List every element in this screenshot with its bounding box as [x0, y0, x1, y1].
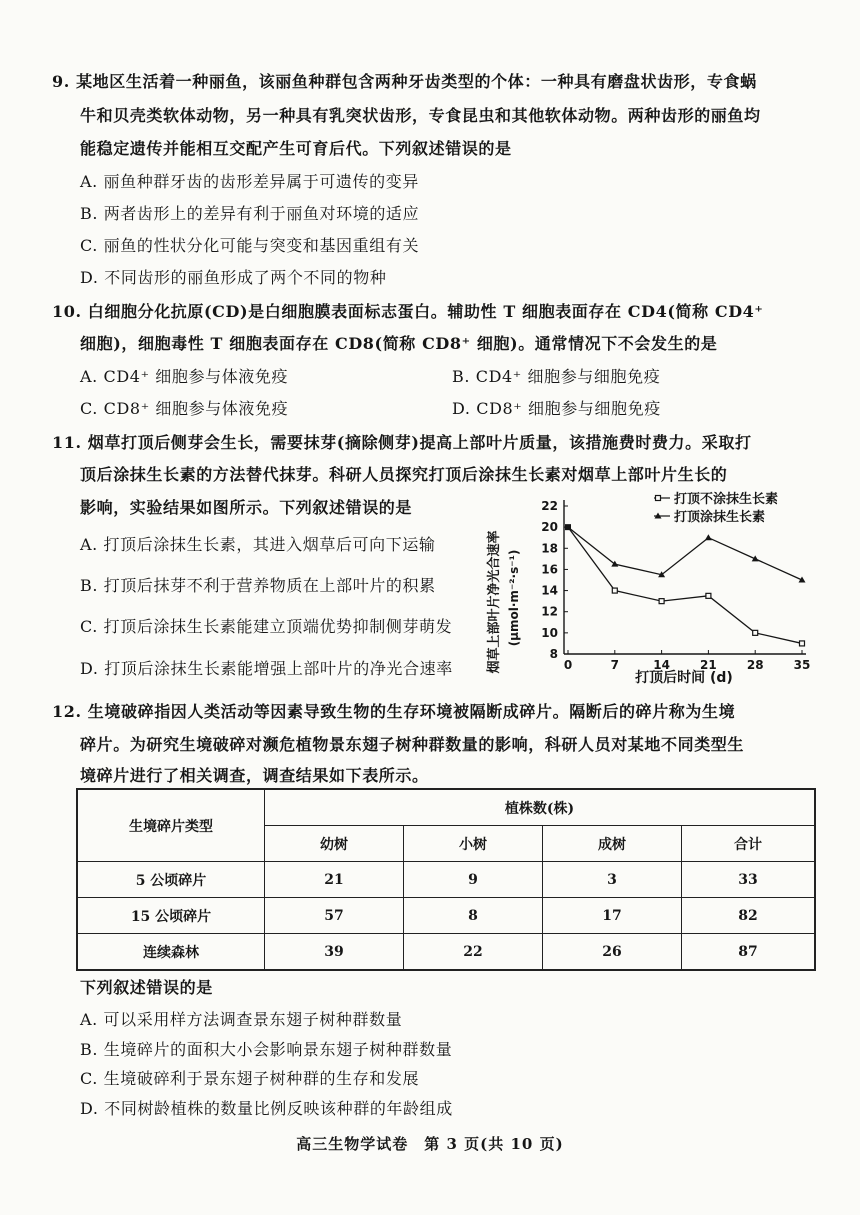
data-point-square	[612, 588, 617, 593]
table-cell: 8	[404, 898, 543, 934]
table-row	[77, 862, 815, 898]
legend-label: 打顶涂抹生长素	[674, 510, 766, 525]
table-cell: 57	[265, 898, 404, 934]
chart-legend	[654, 491, 778, 525]
q10-option-d: D. CD8⁺ 细胞参与细胞免疫	[452, 399, 661, 418]
data-point-triangle	[705, 534, 712, 540]
q9-option-d: D. 不同齿形的丽鱼形成了两个不同的物种	[80, 268, 387, 287]
x-tick-label: 28	[746, 658, 764, 672]
data-point-square	[656, 496, 661, 501]
x-tick-label: 21	[700, 658, 717, 672]
table-header-group: 植株数(株)	[265, 789, 816, 826]
table-cell: 17	[543, 898, 682, 934]
table-cell: 22	[404, 934, 543, 971]
chart-series-lines	[565, 524, 806, 646]
y-tick-label: 8	[549, 647, 558, 661]
x-tick-label: 14	[653, 658, 670, 672]
q10-stem-line2: 细胞)，细胞毒性 T 细胞表面存在 CD8(简称 CD8⁺ 细胞)。通常情况下不会发生的是	[80, 334, 718, 353]
table-row-label: 15 公顷碎片	[77, 898, 265, 934]
q12-option-d: D. 不同树龄植株的数量比例反映该种群的年龄组成	[80, 1099, 453, 1118]
q9-stem-line3: 能稳定遗传并能相互交配产生可育后代。下列叙述错误的是	[80, 139, 512, 158]
page-footer: 高三生物学试卷 第 3 页(共 10 页)	[296, 1135, 564, 1153]
data-point-square	[800, 641, 805, 646]
q11-option-b: B. 打顶后抹芽不利于营养物质在上部叶片的积累	[80, 576, 436, 595]
table-cell: 26	[543, 934, 682, 971]
q11-option-d: D. 打顶后涂抹生长素能增强上部叶片的净光合速率	[80, 659, 453, 678]
q12-stem-line1: 12. 生境破碎指因人类活动等因素导致生物的生存环境被隔断成碎片。隔断后的碎片称为生境	[52, 702, 736, 721]
series-line-2	[568, 527, 802, 580]
x-tick-label: 7	[610, 658, 619, 672]
q9-option-a: A. 丽鱼种群牙齿的齿形差异属于可遗传的变异	[80, 172, 419, 191]
q12-option-b: B. 生境碎片的面积大小会影响景东翅子树种群数量	[80, 1040, 453, 1059]
y-axis-unit: (μmol·m⁻²·s⁻¹)	[507, 549, 521, 647]
y-tick-label: 22	[541, 499, 558, 513]
table-column-header: 成树	[543, 826, 682, 862]
q10-option-b: B. CD4⁺ 细胞参与细胞免疫	[452, 367, 661, 386]
table-cell: 33	[682, 862, 816, 898]
table-column-header: 小树	[404, 826, 543, 862]
y-axis-label-group	[486, 530, 521, 674]
q9-stem-line2: 牛和贝壳类软体动物，另一种具有乳突状齿形，专食昆虫和其他软体动物。两种齿形的丽鱼均	[80, 106, 761, 125]
table-cell: 9	[404, 862, 543, 898]
table-row-label: 连续森林	[77, 934, 265, 971]
series-line-1	[568, 527, 802, 643]
y-tick-label: 16	[541, 562, 558, 577]
table-row	[77, 898, 815, 934]
q11-stem-line1: 11. 烟草打顶后侧芽会生长，需要抹芽(摘除侧芽)提高上部叶片质量，该措施费时费力。采取打	[52, 433, 752, 452]
q11-option-a: A. 打顶后涂抹生长素，其进入烟草后可向下运输	[80, 535, 436, 554]
table-row-label: 5 公顷碎片	[77, 862, 265, 898]
data-point-square	[659, 599, 664, 604]
q10-option-c: C. CD8⁺ 细胞参与体液免疫	[80, 399, 289, 418]
x-axis-label: 打顶后时间 (d)	[635, 670, 733, 686]
y-tick-label: 20	[541, 520, 558, 535]
q11-stem-line2: 顶后涂抹生长素的方法替代抹芽。科研人员探究打顶后涂抹生长素对烟草上部叶片生长的	[80, 465, 728, 484]
table-header-type: 生境碎片类型	[77, 789, 265, 862]
q10-stem-line1: 10. 白细胞分化抗原(CD)是白细胞膜表面标志蛋白。辅助性 T 细胞表面存在 CD4(简称 CD4⁺	[52, 302, 764, 321]
q12-stem-line3: 境碎片进行了相关调查，调查结果如下表所示。	[80, 766, 429, 785]
table-column-header: 幼树	[265, 826, 404, 862]
legend-label: 打顶不涂抹生长素	[674, 492, 779, 507]
q9-stem-line1: 9. 某地区生活着一种丽鱼，该丽鱼种群包含两种牙齿类型的个体：一种具有磨盘状齿形，专食蜗	[52, 72, 757, 91]
habitat-fragment-table	[76, 788, 816, 971]
q11-stem-line3: 影响，实验结果如图所示。下列叙述错误的是	[80, 498, 413, 517]
data-point-square	[706, 593, 711, 598]
y-tick-label: 10	[541, 625, 558, 640]
x-tick-label: 0	[563, 658, 573, 672]
table-column-header: 合计	[682, 826, 816, 862]
table-cell: 82	[682, 898, 816, 934]
q11-option-c: C. 打顶后涂抹生长素能建立顶端优势抑制侧芽萌发	[80, 617, 453, 636]
data-point-square	[753, 630, 758, 635]
q12-stem-line2: 碎片。为研究生境破碎对濒危植物景东翅子树种群数量的影响，科研人员对某地不同类型生	[80, 735, 745, 754]
q12-prompt: 下列叙述错误的是	[80, 978, 213, 997]
q12-option-a: A. 可以采用样方法调查景东翅子树种群数量	[80, 1010, 403, 1029]
net-photosynthesis-chart	[484, 490, 820, 690]
table-cell: 3	[543, 862, 682, 898]
q9-option-c: C. 丽鱼的性状分化可能与突变和基因重组有关	[80, 236, 420, 255]
y-tick-label: 14	[541, 583, 558, 598]
x-tick-label: 35	[793, 658, 811, 672]
q10-option-a: A. CD4⁺ 细胞参与体液免疫	[80, 367, 289, 386]
y-axis-label: 烟草上部叶片净光合速率	[487, 530, 502, 674]
y-tick-label: 12	[541, 604, 558, 619]
table-row	[77, 934, 815, 971]
y-tick-label: 18	[541, 541, 558, 556]
table-cell: 87	[682, 934, 816, 971]
q12-option-c: C. 生境破碎利于景东翅子树种群的生存和发展	[80, 1069, 420, 1088]
q9-option-b: B. 两者齿形上的差异有利于丽鱼对环境的适应	[80, 204, 420, 223]
table-cell: 21	[265, 862, 404, 898]
table-cell: 39	[265, 934, 404, 971]
